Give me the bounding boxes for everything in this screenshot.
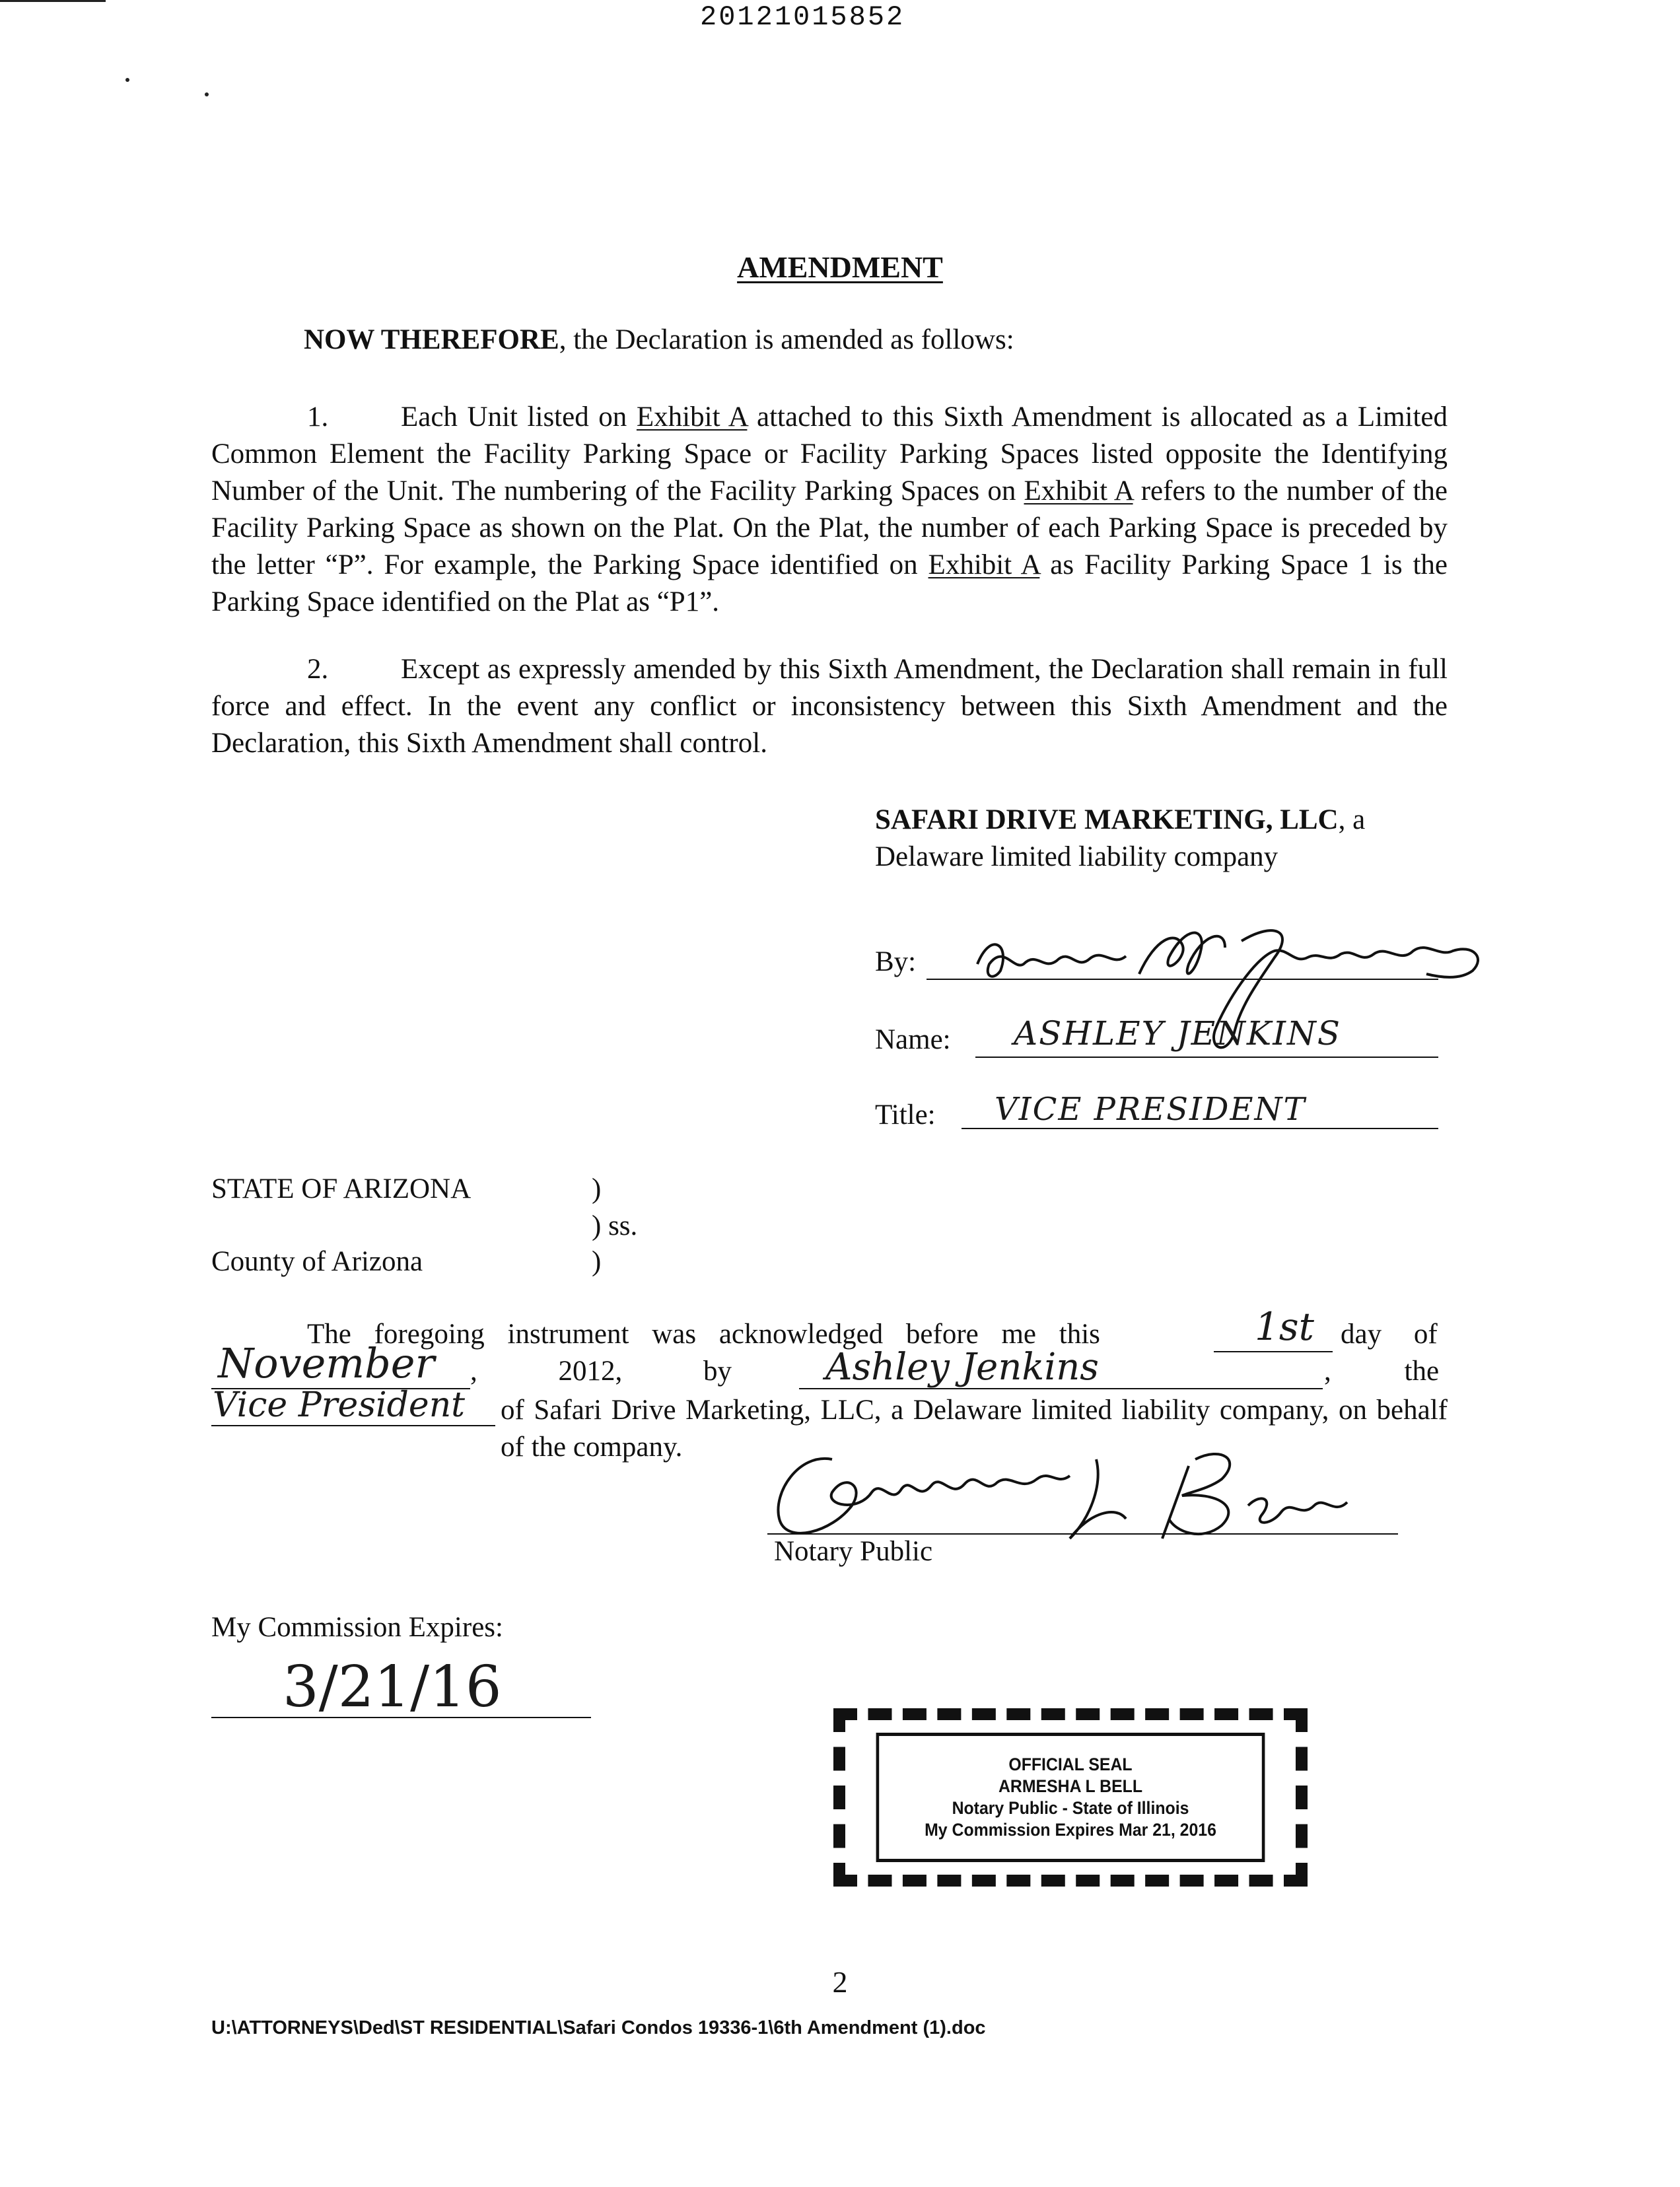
by-signature bbox=[964, 918, 1492, 1090]
paragraph-1-text: attached to this Sixth Amendment is allocated as a Limited Common Element the Facility Parking Space or Facility Parking Spaces listed opposite the Identifying Number of the Unit. The numbering of the Facility Parking Spaces on bbox=[211, 401, 1448, 506]
official-seal-text bbox=[876, 1733, 1265, 1862]
title-label: Title: bbox=[875, 1099, 936, 1130]
ack-text-2: day of bbox=[1341, 1319, 1438, 1350]
venue-county: County of Arizona bbox=[211, 1246, 423, 1277]
page-number: 2 bbox=[832, 1965, 848, 1999]
paragraph-1-number: 1. bbox=[307, 401, 329, 433]
intro-lead: NOW THEREFORE bbox=[304, 324, 559, 355]
exhibit-reference: Exhibit A bbox=[928, 549, 1040, 580]
file-path: U:\ATTORNEYS\Ded\ST RESIDENTIAL\Safari Condos 19336-1\6th Amendment (1).doc bbox=[211, 2017, 986, 2038]
scan-speck bbox=[205, 92, 209, 96]
commission-expires-label: My Commission Expires: bbox=[211, 1612, 503, 1643]
venue-state: STATE OF ARIZONA bbox=[211, 1173, 472, 1204]
company-block bbox=[875, 802, 1365, 876]
paragraph-1-text: Each Unit listed on bbox=[401, 401, 637, 433]
exhibit-reference: Exhibit A bbox=[1024, 475, 1133, 506]
document-number: 20121015852 bbox=[700, 1, 905, 33]
company-suffix: , a bbox=[1338, 804, 1366, 835]
intro-line bbox=[304, 324, 1014, 356]
seal-line-2: ARMESHA L BELL bbox=[998, 1776, 1143, 1796]
paragraph-2-number: 2. bbox=[307, 654, 329, 685]
intro-rest: , the Declaration is amended as follows: bbox=[559, 324, 1014, 355]
official-seal bbox=[833, 1708, 1308, 1887]
title-line bbox=[962, 1128, 1438, 1129]
notary-public-label: Notary Public bbox=[774, 1536, 933, 1567]
paragraph-2-text: Except as expressly amended by this Sixth Amendment, the Declaration shall remain in full force and effect. In the event any conflict or inconsistency between this Sixth Amendment and the Declaration, this Sixth Amendment shall control. bbox=[211, 654, 1448, 759]
venue-paren: ) bbox=[592, 1246, 602, 1277]
name-line bbox=[975, 1057, 1438, 1058]
ack-text-4: , the bbox=[1324, 1356, 1440, 1387]
ack-text-3: , 2012, by bbox=[470, 1356, 732, 1387]
venue-paren: ) bbox=[592, 1173, 602, 1204]
ack-day-line bbox=[1214, 1351, 1333, 1352]
paragraph-1-text: refers to the number of the Facility Parking Space as shown on the Plat. On the Plat, the number of each Parking Space is preceded by the letter “P”. For example, the Parking Space identified on bbox=[211, 475, 1448, 580]
ack-role-line bbox=[211, 1425, 495, 1426]
exhibit-reference: Exhibit A bbox=[636, 401, 748, 433]
seal-line-3: Notary Public - State of Illinois bbox=[952, 1798, 1189, 1818]
ack-text-1: The foregoing instrument was acknowledged before me this bbox=[307, 1319, 1100, 1350]
name-value: ASHLEY JENKINS bbox=[1014, 1014, 1341, 1053]
paragraph-2 bbox=[211, 651, 1448, 762]
by-label: By: bbox=[875, 946, 917, 977]
seal-line-4: My Commission Expires Mar 21, 2016 bbox=[925, 1820, 1216, 1840]
venue-ss: ) ss. bbox=[592, 1210, 638, 1241]
company-name: SAFARI DRIVE MARKETING, LLC bbox=[875, 804, 1339, 835]
ack-month: November bbox=[218, 1339, 435, 1387]
company-description: Delaware limited liability company bbox=[875, 841, 1278, 872]
commission-date: 3/21/16 bbox=[283, 1654, 502, 1720]
top-rule bbox=[0, 0, 106, 2]
seal-line-1: OFFICIAL SEAL bbox=[1008, 1754, 1133, 1774]
ack-role: Vice President bbox=[213, 1385, 466, 1425]
ack-day: 1st bbox=[1255, 1304, 1314, 1349]
paragraph-1-text: as Facility Parking Space 1 is the Parking Space identified on the Plat as “P1”. bbox=[211, 549, 1448, 617]
page-title: AMENDMENT bbox=[737, 250, 943, 284]
ack-text-5: of Safari Drive Marketing, LLC, a Delaware limited liability company, on behalf of the company. bbox=[501, 1395, 1448, 1463]
name-label: Name: bbox=[875, 1024, 951, 1055]
paragraph-1 bbox=[211, 399, 1448, 621]
title-value: VICE PRESIDENT bbox=[995, 1091, 1306, 1128]
ack-person: Ashley Jenkins bbox=[825, 1346, 1100, 1389]
scan-speck bbox=[125, 78, 129, 82]
